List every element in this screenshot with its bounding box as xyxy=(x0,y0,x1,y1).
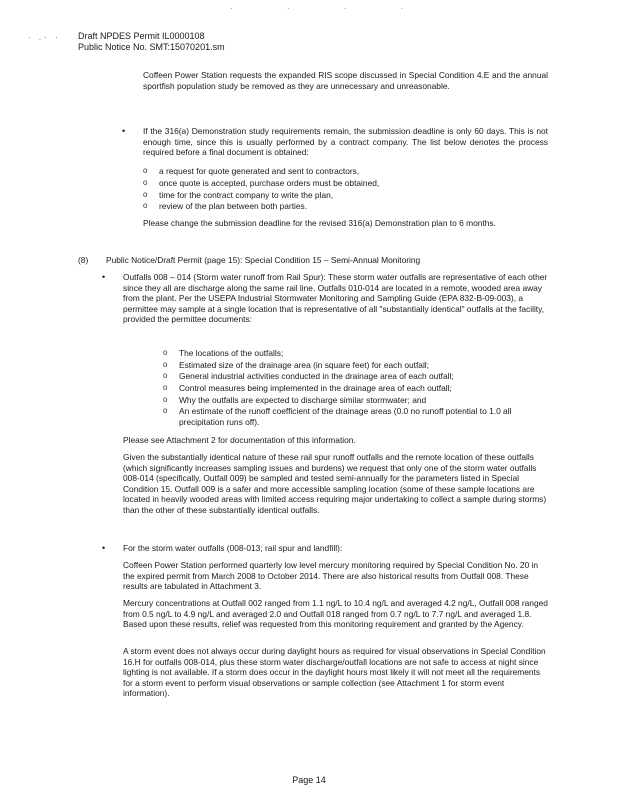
page-header xyxy=(78,31,225,53)
list-item-316: time for the contract company to write the plan, xyxy=(159,190,334,200)
section-title: Public Notice/Draft Permit (page 15): Special Condition 15 – Semi-Annual Monitoring xyxy=(106,255,421,265)
bullet-marker: • xyxy=(122,126,126,136)
paragraph-mercury-monitoring: Coffeen Power Station performed quarterly low level mercury monitoring required by Special Condition No. 20 in the expired permit from March 2008 to October 2014. There are also historical results from Outfall 008. These results are tabulated in Attachment 3. xyxy=(123,560,539,592)
paragraph-given-identical: Given the substantially identical nature of these rail spur runoff outfalls and the remote location of these outfalls (which significantly increases sampling issues and burdens) we request that only one of the storm water outfalls 008-014 (specifically, Outfall 009) be sampled and tested semi-annually for the parameters listed in Special Condition 15. Outfall 009 is a safer and more accessible sampling location (some of these sample locations are located in heavily wooded areas with limited access requiring major undertaking to collect a sample during storms) than the other of these substantially identical outfalls. xyxy=(123,452,547,515)
sub-bullet-marker: o xyxy=(163,348,168,357)
paragraph-attachment-2: Please see Attachment 2 for documentation of this information. xyxy=(123,435,356,445)
sub-bullet-marker: o xyxy=(163,395,168,404)
bullet-marker: • xyxy=(102,543,106,553)
list-item-outfall-doc: The locations of the outfalls; xyxy=(179,348,284,358)
sub-bullet-marker: o xyxy=(143,190,148,199)
section-number: (8) xyxy=(78,255,89,265)
sub-bullet-marker: o xyxy=(143,178,148,187)
page-number: Page 14 xyxy=(292,775,326,785)
paragraph-mercury-concentrations: Mercury concentrations at Outfall 002 ranged from 1.1 ng/L to 10.4 ng/L and averaged 4.2 ng/L, Outfall 008 ranged from 0.5 ng/L to 4.9 ng/L and averaged 2.0 and Outfall 018 ranged from 0.7 ng/L to 7.7 ng/L and averaged 1.8. Based upon these results, relief was requested from this monitoring requirement and granted by the Agency. xyxy=(123,598,548,630)
list-item-outfall-doc: Control measures being implemented in the drainage area of each outfall; xyxy=(179,383,452,393)
header-permit-number: Draft NPDES Permit IL0000108 xyxy=(78,31,205,41)
paragraph-change-deadline: Please change the submission deadline for the revised 316(a) Demonstration plan to 6 months. xyxy=(143,218,496,228)
sub-bullet-marker: o xyxy=(163,360,168,369)
bullet-marker: • xyxy=(102,272,106,282)
bullet-outfalls-008-014: Outfalls 008 – 014 (Storm water runoff from Rail Spur): These storm water outfalls are representative of each other since they all are discharge along the same rail line. Outfalls 010-014 are located in a remote, wooded area away from the plant. Per the USEPA Industrial Stormwater Monitoring and Sampling Guide (EPA 832-B-09-003), a permittee may sample at a single location that is representative of all "substantially identical" outfalls at the facility, provided the permittee documents: xyxy=(123,272,548,325)
header-public-notice: Public Notice No. SMT:15070201.sm xyxy=(78,42,225,52)
scan-speckles-left: · .· · xyxy=(28,33,61,42)
bullet-316a-deadline: If the 316(a) Demonstration study requirements remain, the submission deadline is only 60 days. This is not enough time, since this is usually performed by a contract company. The list below denotes the process required before a final document is obtained: xyxy=(143,126,548,158)
list-item-316: once quote is accepted, purchase orders must be obtained, xyxy=(159,178,380,188)
sub-bullet-marker: o xyxy=(163,383,168,392)
bullet-storm-water-outfalls: For the storm water outfalls (008-013; rail spur and landfill): xyxy=(123,543,343,553)
paragraph-intro: Coffeen Power Station requests the expanded RIS scope discussed in Special Condition 4.E and the annual sportfish population study be removed as they are unnecessary and unreasonable. xyxy=(143,70,548,91)
sub-bullet-marker: o xyxy=(143,166,148,175)
list-item-outfall-doc: An estimate of the runoff coefficient of the drainage areas (0.0 no runoff potential to 1.0 all precipitation runs off). xyxy=(179,406,512,427)
paragraph-storm-event: A storm event does not always occur during daylight hours as required for visual observations in Special Condition 16.H for outfalls 008-014, plus these storm water discharge/outfall locations are not safe to access at night since lighting is not available. If a storm does occur in the daylight hours most likely it will not meet all the requirements for a storm event to perform visual observations or sample collection (see Attachment 1 for storm event information). xyxy=(123,646,546,699)
sub-bullet-marker: o xyxy=(143,201,148,210)
list-item-316: review of the plan between both parties. xyxy=(159,201,308,211)
list-item-outfall-doc: Estimated size of the drainage area (in square feet) for each outfall; xyxy=(179,360,429,370)
sub-bullet-marker: o xyxy=(163,371,168,380)
list-item-316: a request for quote generated and sent to contractors, xyxy=(159,166,360,176)
scan-speckles-top: · · · · xyxy=(230,4,430,13)
list-item-outfall-doc: Why the outfalls are expected to discharge similar stormwater; and xyxy=(179,395,427,405)
sub-bullet-marker: o xyxy=(163,406,168,415)
list-item-outfall-doc: General industrial activities conducted in the drainage area of each outfall; xyxy=(179,371,454,381)
